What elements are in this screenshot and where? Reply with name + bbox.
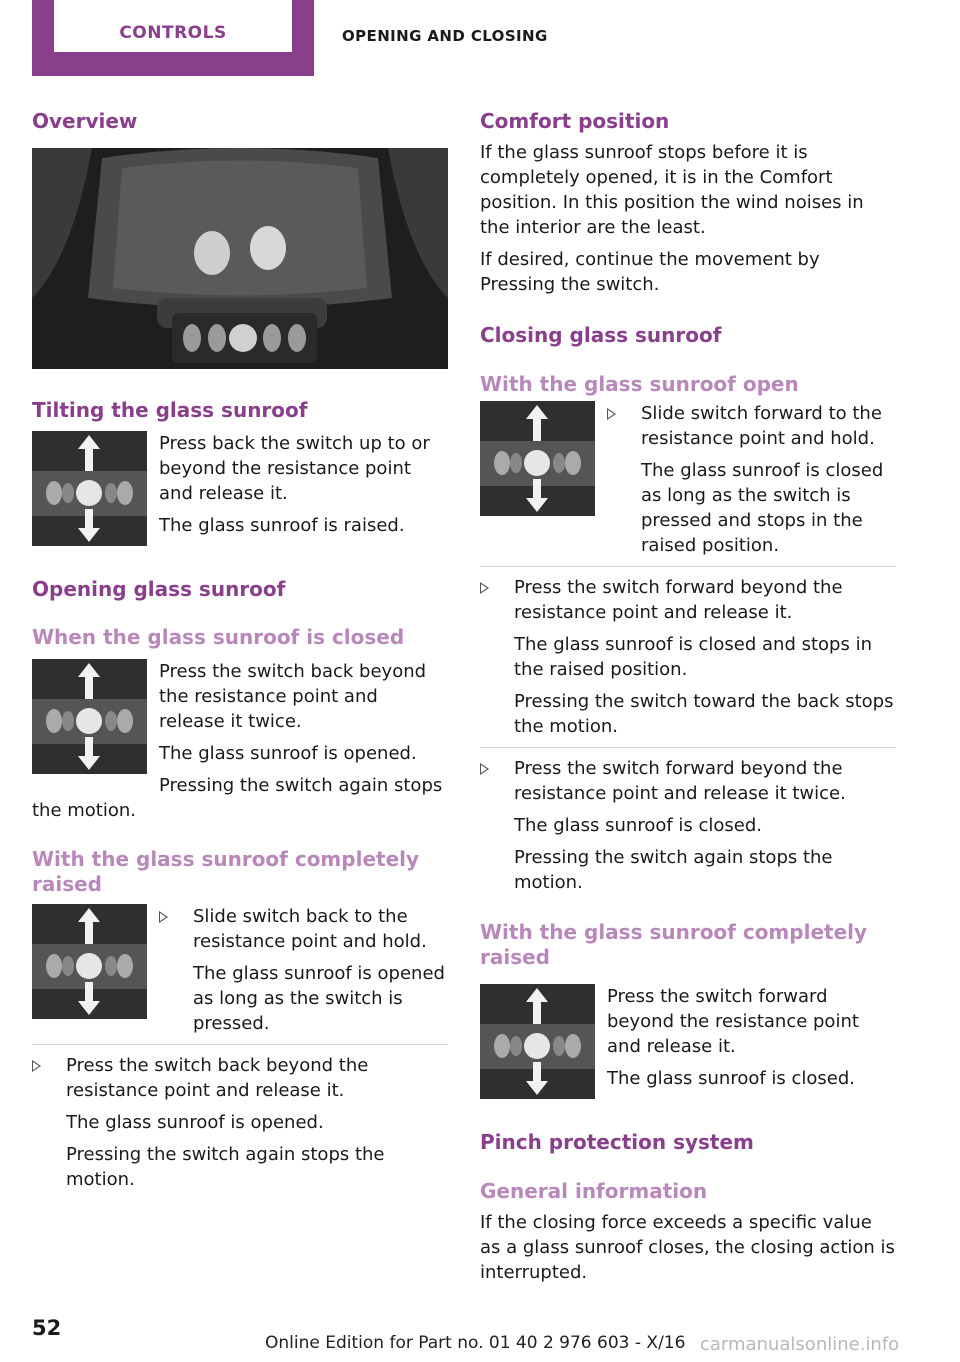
closing-raised-text-1: Press the switch forward beyond the resistance point and release it.	[607, 986, 859, 1057]
closing-open-bullet-3-detail-2: Pressing the switch again stops the motion.	[514, 847, 833, 893]
list-item	[480, 756, 896, 895]
section-title: OPENING AND CLOSING	[342, 27, 548, 45]
edition-footer: Online Edition for Part no. 01 40 2 976 603 - X/16	[265, 1333, 686, 1353]
switch-thumbnail-tilt	[32, 431, 147, 546]
closing-open-bullet-2-detail-2: Pressing the switch toward the back stops the motion.	[514, 691, 894, 737]
bullet-triangle-icon	[607, 408, 616, 420]
comfort-heading: Comfort position	[480, 109, 670, 133]
opening-closed-text-3: Pressing the switch again stops the motion.	[32, 775, 443, 821]
chapter-tab-label: CONTROLS	[119, 23, 227, 43]
pinch-heading: Pinch protection system	[480, 1130, 754, 1154]
list-item	[607, 401, 896, 558]
page-number: 52	[32, 1316, 62, 1340]
chapter-tab	[32, 0, 314, 76]
comfort-text-1: If the glass sunroof stops before it is completely opened, it is in the Comfort position. In this position the wind noises in the interior are the least.	[480, 142, 864, 238]
closing-raised-subheading: With the glass sunroof completely raised	[480, 920, 868, 969]
closing-open-bullet-1-detail: The glass sunroof is closed as long as the switch is pressed and stops in the raised position.	[641, 460, 884, 556]
opening-raised-subheading: With the glass sunroof completely raised	[32, 847, 420, 896]
closing-open-bullet-3-detail: The glass sunroof is closed.	[514, 815, 763, 836]
comfort-text-2: If desired, continue the movement by Pressing the switch.	[480, 249, 820, 295]
tilting-heading: Tilting the glass sunroof	[32, 398, 308, 422]
bullet-triangle-icon	[159, 911, 168, 923]
bullet-triangle-icon	[32, 1060, 41, 1072]
switch-thumbnail-close	[480, 401, 595, 516]
switch-thumbnail-open	[32, 659, 147, 774]
closing-heading: Closing glass sunroof	[480, 323, 722, 347]
opening-heading: Opening glass sunroof	[32, 577, 286, 601]
closing-open-bullet-2: Press the switch forward beyond the resistance point and release it.	[514, 577, 843, 623]
opening-raised-bullet-1-detail: The glass sunroof is opened as long as the switch is pressed.	[193, 963, 445, 1034]
opening-closed-subheading: When the glass sunroof is closed	[32, 625, 405, 649]
switch-thumbnail-close-raised	[480, 984, 595, 1099]
list-item	[159, 904, 448, 1036]
opening-raised-bullet-2: Press the switch back beyond the resistance point and release it.	[66, 1055, 369, 1101]
bullet-triangle-icon	[480, 582, 489, 594]
bullet-triangle-icon	[480, 763, 489, 775]
right-column	[480, 108, 896, 1285]
closing-raised-text-2: The glass sunroof is closed.	[607, 1068, 856, 1089]
opening-closed-text-1: Press the switch back beyond the resistance point and release it twice.	[159, 661, 427, 732]
list-item	[32, 1053, 448, 1192]
pinch-subheading: General information	[480, 1179, 708, 1203]
closing-open-bullet-3: Press the switch forward beyond the resistance point and release it twice.	[514, 758, 846, 804]
left-column	[32, 108, 448, 1192]
list-divider	[480, 747, 896, 748]
opening-raised-bullet-1: Slide switch back to the resistance point and hold.	[193, 906, 427, 952]
list-divider	[32, 1044, 448, 1045]
closing-open-bullet-2-detail: The glass sunroof is closed and stops in the raised position.	[514, 634, 872, 680]
watermark: carmanualsonline.info	[700, 1334, 900, 1355]
pinch-text-1: If the closing force exceeds a specific value as a glass sunroof closes, the closing action is interrupted.	[480, 1212, 895, 1283]
chapter-tab-inner	[54, 0, 292, 52]
list-divider	[480, 566, 896, 567]
list-item	[480, 575, 896, 739]
opening-raised-bullet-2-detail: The glass sunroof is opened.	[66, 1112, 324, 1133]
switch-thumbnail-open-raised	[32, 904, 147, 1019]
overview-heading: Overview	[32, 109, 138, 133]
overhead-console-image	[32, 148, 448, 369]
closing-open-bullet-1: Slide switch forward to the resistance point and hold.	[641, 403, 882, 449]
tilting-text-1: Press back the switch up to or beyond the resistance point and release it.	[159, 433, 430, 504]
opening-raised-bullet-2-detail-2: Pressing the switch again stops the motion.	[66, 1144, 385, 1190]
tilting-text-2: The glass sunroof is raised.	[159, 515, 405, 536]
opening-closed-text-2: The glass sunroof is opened.	[159, 743, 417, 764]
closing-open-subheading: With the glass sunroof open	[480, 372, 799, 396]
